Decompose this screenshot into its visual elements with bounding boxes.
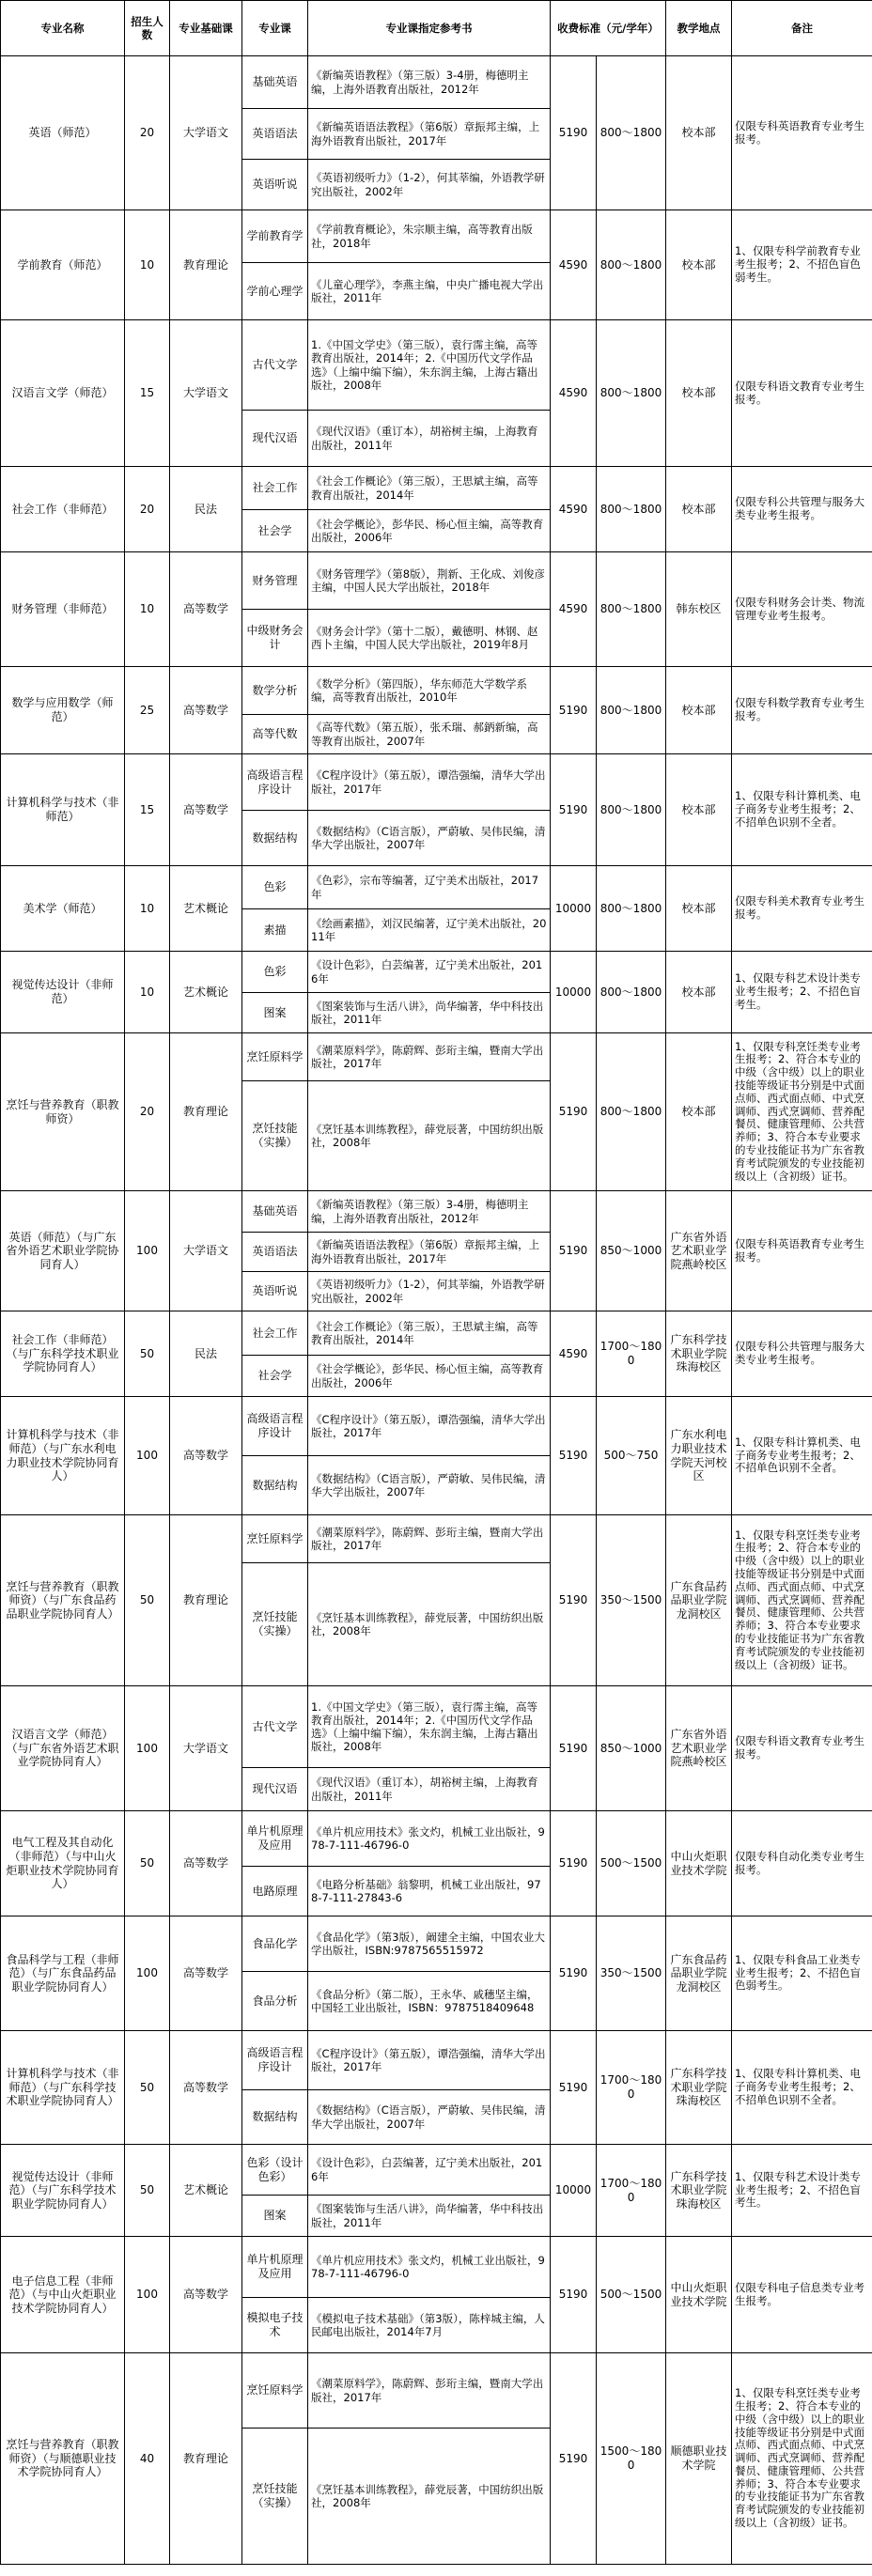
tuition-cell: 10000 [551, 952, 597, 1033]
reference-book-cell: 《数据结构》（C语言版），严蔚敏、吴伟民编，清华大学出版社，2007年 [308, 811, 551, 866]
course-name-cell: 图案 [242, 993, 308, 1033]
location-cell: 校本部 [666, 467, 732, 552]
location-cell: 校本部 [666, 1033, 732, 1191]
reference-book-cell: 《社会工作概论》（第三版），王思斌主编，高等教育出版社，2014年 [308, 1311, 551, 1356]
tuition-cell: 5190 [551, 1515, 597, 1686]
course-name-cell: 色彩（设计色彩） [242, 2145, 308, 2196]
note-cell: 仅限专科财务会计类、物流管理专业考生报考。 [732, 552, 872, 667]
base-course-cell: 高等数学 [170, 754, 242, 866]
tuition-cell: 10000 [551, 866, 597, 952]
enroll-count-cell: 20 [125, 56, 170, 210]
course-name-cell: 社会工作 [242, 467, 308, 510]
location-cell: 广东水利电力职业技术学院天河校区 [666, 1397, 732, 1515]
major-name-cell: 学前教育（师范） [1, 210, 125, 320]
reference-book-cell: 《潮菜原料学》，陈蔚辉、彭珩主编，暨南大学出版社，2017年 [308, 2353, 551, 2429]
lodging-fee-cell: 800～1800 [597, 1033, 666, 1191]
reference-book-cell: 《C程序设计》（第五版），谭浩强编，清华大学出版社，2017年 [308, 1397, 551, 1456]
note-cell: 仅限专科语文教育专业考生报考。 [732, 1686, 872, 1811]
table-row [1, 952, 872, 993]
tuition-cell: 5190 [551, 1397, 597, 1515]
major-name-cell: 英语（师范） [1, 56, 125, 210]
lodging-fee-cell: 1700～1800 [597, 2145, 666, 2237]
tuition-cell: 4590 [551, 320, 597, 467]
lodging-fee-cell: 500～750 [597, 1397, 666, 1515]
lodging-fee-cell: 850～1000 [597, 1686, 666, 1811]
reference-book-cell: 《儿童心理学》，李燕主编，中央广播电视大学出版社，2011年 [308, 263, 551, 320]
location-cell: 韩东校区 [666, 552, 732, 667]
base-course-cell: 艺术概论 [170, 2145, 242, 2237]
location-cell: 校本部 [666, 866, 732, 952]
course-name-cell: 高级语言程序设计 [242, 1397, 308, 1456]
table-row [1, 56, 872, 109]
reference-book-cell: 《电路分析基础》翁黎明，机械工业出版社，978-7-111-27843-6 [308, 1867, 551, 1916]
course-name-cell: 电路原理 [242, 1867, 308, 1916]
major-name-cell: 计算机科学与技术（非师范）（与广东科学技术职业学院协同育人） [1, 2031, 125, 2145]
enroll-count-cell: 50 [125, 2031, 170, 2145]
note-cell: 1、仅限专科计算机类、电子商务专业考生报考；2、不招单色识别不全者。 [732, 1397, 872, 1515]
note-cell: 1、仅限专科烹饪类专业考生报考；2、符合本专业的中级（含中级）以上的职业技能等级证书分别是中式面点师、西式面点师、中式烹调师、西式烹调师、营养配餐员、健康管理师、公共营养师；3、符合本专业要求的专业技能证书为广东省教育考试院颁发的专业技能初级以上（含初级）证书。 [732, 2353, 872, 2565]
enroll-count-cell: 20 [125, 1033, 170, 1191]
enroll-count-cell: 100 [125, 1686, 170, 1811]
course-name-cell: 烹饪原料学 [242, 1515, 308, 1563]
course-name-cell: 图案 [242, 2196, 308, 2237]
enroll-count-cell: 20 [125, 467, 170, 552]
course-name-cell: 社会工作 [242, 1311, 308, 1356]
tuition-cell: 5190 [551, 1686, 597, 1811]
base-course-cell: 高等数学 [170, 552, 242, 667]
table-row [1, 1916, 872, 1972]
tuition-cell: 10000 [551, 2145, 597, 2237]
course-name-cell: 现代汉语 [242, 1768, 308, 1811]
note-cell: 仅限专科英语教育专业考生报考。 [732, 1191, 872, 1311]
table-body [1, 56, 872, 2565]
reference-book-cell: 《财务管理学》（第8版），荆新、王化成、刘俊彦主编，中国人民大学出版社，2018年 [308, 552, 551, 610]
course-name-cell: 基础英语 [242, 56, 308, 109]
tuition-cell: 5190 [551, 667, 597, 754]
course-name-cell: 烹饪技能（实操） [242, 2429, 308, 2565]
reference-book-cell: 《单片机应用技术》张文灼，机械工业出版社，978-7-111-46796-0 [308, 1811, 551, 1867]
major-name-cell: 美术学（师范） [1, 866, 125, 952]
reference-book-cell: 《新编英语教程》（第三版）3-4册，梅德明主编，上海外语教育出版社，2012年 [308, 56, 551, 109]
enroll-count-cell: 15 [125, 320, 170, 467]
enroll-count-cell: 50 [125, 1515, 170, 1686]
enroll-count-cell: 50 [125, 2145, 170, 2237]
enroll-count-cell: 10 [125, 952, 170, 1033]
reference-book-cell: 《数学分析》（第四版），华东师范大学数学系编，高等教育出版社，2010年 [308, 667, 551, 715]
table-row [1, 2237, 872, 2298]
reference-book-cell: 《现代汉语》（重订本），胡裕树主编，上海教育出版社，2011年 [308, 411, 551, 467]
base-course-cell: 大学语文 [170, 320, 242, 467]
major-name-cell: 烹饪与营养教育（职教师资）（与广东食品药品职业学院协同育人） [1, 1515, 125, 1686]
enroll-count-cell: 40 [125, 2353, 170, 2565]
reference-book-cell: 《社会工作概论》（第三版），王思斌主编，高等教育出版社，2014年 [308, 467, 551, 510]
course-name-cell: 数据结构 [242, 811, 308, 866]
course-name-cell: 中级财务会计 [242, 610, 308, 667]
lodging-fee-cell: 800～1800 [597, 320, 666, 467]
table-row [1, 2145, 872, 2196]
lodging-fee-cell: 850～1000 [597, 1191, 666, 1311]
course-name-cell: 古代文学 [242, 1686, 308, 1768]
table-row [1, 2353, 872, 2429]
reference-book-cell: 《设计色彩》，白芸编著，辽宁美术出版社，2016年 [308, 952, 551, 993]
course-name-cell: 数学分析 [242, 667, 308, 715]
location-cell: 校本部 [666, 210, 732, 320]
table-row [1, 2031, 872, 2090]
note-cell: 1、仅限专科食品工业类专业考生报考；2、不招色盲色弱考生。 [732, 1916, 872, 2031]
reference-book-cell: 《设计色彩》，白芸编著，辽宁美术出版社，2016年 [308, 2145, 551, 2196]
location-cell: 广东省外语艺术职业学院燕岭校区 [666, 1191, 732, 1311]
location-cell: 中山火炬职业技术学院 [666, 1811, 732, 1916]
base-course-cell: 艺术概论 [170, 866, 242, 952]
major-name-cell: 食品科学与工程（非师范）（与广东食品药品职业学院协同育人） [1, 1916, 125, 2031]
enroll-count-cell: 50 [125, 1811, 170, 1916]
lodging-fee-cell: 1500～1800 [597, 2353, 666, 2565]
reference-book-cell: 1.《中国文学史》（第三版），袁行霈主编，高等教育出版社，2014年；2.《中国历代文学作品选》（上编中编下编），朱东润主编，上海古籍出版社，2008年 [308, 320, 551, 411]
base-course-cell: 高等数学 [170, 667, 242, 754]
course-name-cell: 食品化学 [242, 1916, 308, 1972]
reference-book-cell: 《英语初级听力》（1-2），何其莘编，外语教学研究出版社，2002年 [308, 1272, 551, 1311]
course-name-cell: 烹饪原料学 [242, 1033, 308, 1081]
note-cell: 仅限专科公共管理与服务大类专业考生报考。 [732, 467, 872, 552]
base-course-cell: 高等数学 [170, 2237, 242, 2353]
lodging-fee-cell: 1700～1800 [597, 2031, 666, 2145]
table-row [1, 754, 872, 811]
major-name-cell: 计算机科学与技术（非师范） [1, 754, 125, 866]
reference-book-cell: 《C程序设计》（第五版），谭浩强编，清华大学出版社，2017年 [308, 2031, 551, 2090]
reference-book-cell: 1.《中国文学史》（第三版），袁行霈主编，高等教育出版社，2014年；2.《中国历代文学作品选》（上编中编下编），朱东润主编，上海古籍出版社，2008年 [308, 1686, 551, 1768]
location-cell: 广东科学技术职业学院珠海校区 [666, 2031, 732, 2145]
enroll-count-cell: 100 [125, 1916, 170, 2031]
tuition-cell: 4590 [551, 552, 597, 667]
header-base-course: 专业基础课 [170, 1, 242, 56]
base-course-cell: 大学语文 [170, 56, 242, 210]
reference-book-cell: 《烹饪基本训练教程》，薛党辰著，中国纺织出版社，2008年 [308, 2429, 551, 2565]
enroll-count-cell: 100 [125, 1397, 170, 1515]
reference-book-cell: 《数据结构》（C语言版），严蔚敏、吴伟民编，清华大学出版社，2007年 [308, 2090, 551, 2145]
base-course-cell: 高等数学 [170, 1916, 242, 2031]
enroll-count-cell: 10 [125, 866, 170, 952]
table-row [1, 1033, 872, 1081]
base-course-cell: 高等数学 [170, 2031, 242, 2145]
tuition-cell: 4590 [551, 467, 597, 552]
note-cell: 1、仅限专科艺术设计类专业考生报考；2、不招色盲考生。 [732, 952, 872, 1033]
header-course: 专业课 [242, 1, 308, 56]
reference-book-cell: 《新编英语教程》（第三版）3-4册，梅德明主编，上海外语教育出版社，2012年 [308, 1191, 551, 1233]
major-name-cell: 视觉传达设计（非师范） [1, 952, 125, 1033]
enroll-count-cell: 25 [125, 667, 170, 754]
lodging-fee-cell: 800～1800 [597, 754, 666, 866]
major-name-cell: 计算机科学与技术（非师范）（与广东水利电力职业技术学院协同育人） [1, 1397, 125, 1515]
reference-book-cell: 《社会学概论》，彭华民、杨心恒主编，高等教育出版社，2006年 [308, 510, 551, 552]
lodging-fee-cell: 350～1500 [597, 1515, 666, 1686]
note-cell: 1、仅限专科学前教育专业考生报考；2、不招色盲色弱考生。 [732, 210, 872, 320]
table-row [1, 320, 872, 411]
note-cell: 1、仅限专科烹饪类专业考生报考；2、符合本专业的中级（含中级）以上的职业技能等级证书分别是中式面点师、西式面点师、中式烹调师、西式烹调师、营养配餐员、健康管理师、公共营养师；3、符合本专业要求的专业技能证书为广东省教育考试院颁发的专业技能初级以上（含初级）证书。 [732, 1515, 872, 1686]
major-name-cell: 电气工程及其自动化（非师范）（与中山火炬职业技术学院协同育人） [1, 1811, 125, 1916]
location-cell: 校本部 [666, 952, 732, 1033]
location-cell: 广东科学技术职业学院珠海校区 [666, 2145, 732, 2237]
course-name-cell: 英语语法 [242, 1233, 308, 1272]
location-cell: 校本部 [666, 56, 732, 210]
lodging-fee-cell: 800～1800 [597, 667, 666, 754]
reference-book-cell: 《英语初级听力》（1-2），何其莘编，外语教学研究出版社，2002年 [308, 160, 551, 210]
location-cell: 广东省外语艺术职业学院燕岭校区 [666, 1686, 732, 1811]
course-name-cell: 学前教育学 [242, 210, 308, 263]
major-name-cell: 视觉传达设计（非师范）（与广东科学技术职业学院协同育人） [1, 2145, 125, 2237]
header-note: 备注 [732, 1, 872, 56]
header-major: 专业名称 [1, 1, 125, 56]
reference-book-cell: 《烹饪基本训练教程》，薛党辰著，中国纺织出版社，2008年 [308, 1081, 551, 1191]
enroll-count-cell: 10 [125, 552, 170, 667]
reference-book-cell: 《数据结构》（C语言版），严蔚敏、吴伟民编，清华大学出版社，2007年 [308, 1456, 551, 1515]
base-course-cell: 高等数学 [170, 1397, 242, 1515]
table-row [1, 467, 872, 510]
base-course-cell: 艺术概论 [170, 952, 242, 1033]
table-row [1, 1686, 872, 1768]
reference-book-cell: 《高等代数》（第五版），张禾瑞、郝鈵新编，高等教育出版社，2007年 [308, 715, 551, 754]
reference-book-cell: 《图案装饰与生活八讲》，尚华编著，华中科技出版社，2011年 [308, 993, 551, 1033]
reference-book-cell: 《烹饪基本训练教程》，薛党辰著，中国纺织出版社，2008年 [308, 1563, 551, 1686]
reference-book-cell: 《现代汉语》（重订本），胡裕树主编，上海教育出版社，2011年 [308, 1768, 551, 1811]
course-name-cell: 高级语言程序设计 [242, 2031, 308, 2090]
table-row [1, 1811, 872, 1867]
lodging-fee-cell: 1700～1800 [597, 1311, 666, 1397]
location-cell: 校本部 [666, 320, 732, 467]
table-row [1, 1397, 872, 1456]
course-name-cell: 财务管理 [242, 552, 308, 610]
major-name-cell: 电子信息工程（非师范）（与中山火炬职业技术学院协同育人） [1, 2237, 125, 2353]
base-course-cell: 民法 [170, 467, 242, 552]
course-name-cell: 英语听说 [242, 160, 308, 210]
enroll-count-cell: 15 [125, 754, 170, 866]
course-name-cell: 单片机原理及应用 [242, 2237, 308, 2298]
note-cell: 仅限专科语文教育专业考生报考。 [732, 320, 872, 467]
major-name-cell: 烹饪与营养教育（职教师资） [1, 1033, 125, 1191]
course-name-cell: 食品分析 [242, 1972, 308, 2031]
course-name-cell: 烹饪原料学 [242, 2353, 308, 2429]
note-cell: 1、仅限专科计算机类、电子商务专业考生报考；2、不招单色识别不全者。 [732, 2031, 872, 2145]
course-name-cell: 现代汉语 [242, 411, 308, 467]
enroll-count-cell: 100 [125, 2237, 170, 2353]
lodging-fee-cell: 800～1800 [597, 56, 666, 210]
major-name-cell: 数学与应用数学（师范） [1, 667, 125, 754]
major-name-cell: 财务管理（非师范） [1, 552, 125, 667]
lodging-fee-cell: 800～1800 [597, 952, 666, 1033]
reference-book-cell: 《单片机应用技术》张文灼，机械工业出版社，978-7-111-46796-0 [308, 2237, 551, 2298]
header-enroll: 招生人数 [125, 1, 170, 56]
reference-book-cell: 《潮菜原料学》，陈蔚辉、彭珩主编，暨南大学出版社，2017年 [308, 1515, 551, 1563]
lodging-fee-cell: 800～1800 [597, 210, 666, 320]
reference-book-cell: 《学前教育概论》，朱宗顺主编，高等教育出版社，2018年 [308, 210, 551, 263]
location-cell: 中山火炬职业技术学院 [666, 2237, 732, 2353]
table-row [1, 1191, 872, 1233]
reference-book-cell: 《绘画素描》，刘汉民编著，辽宁美术出版社，2011年 [308, 909, 551, 952]
header-row [1, 1, 872, 56]
location-cell: 广东食品药品职业学院龙洞校区 [666, 1515, 732, 1686]
major-name-cell: 英语（师范）（与广东省外语艺术职业学院协同育人） [1, 1191, 125, 1311]
reference-book-cell: 《潮菜原料学》，陈蔚辉、彭珩主编，暨南大学出版社，2017年 [308, 1033, 551, 1081]
course-name-cell: 烹饪技能（实操） [242, 1081, 308, 1191]
note-cell: 仅限专科美术教育专业考生报考。 [732, 866, 872, 952]
base-course-cell: 民法 [170, 1311, 242, 1397]
course-name-cell: 数据结构 [242, 1456, 308, 1515]
course-name-cell: 高等代数 [242, 715, 308, 754]
note-cell: 仅限专科电子信息类专业考生报考。 [732, 2237, 872, 2353]
enroll-count-cell: 100 [125, 1191, 170, 1311]
location-cell: 广东科学技术职业学院珠海校区 [666, 1311, 732, 1397]
note-cell: 仅限专科数学教育专业考生报考。 [732, 667, 872, 754]
table-row [1, 866, 872, 909]
tuition-cell: 5190 [551, 754, 597, 866]
course-name-cell: 英语听说 [242, 1272, 308, 1311]
reference-book-cell: 《食品化学》（第3版），阚建全主编，中国农业大学出版社，ISBN:9787565515972 [308, 1916, 551, 1972]
base-course-cell: 大学语文 [170, 1191, 242, 1311]
enroll-count-cell: 50 [125, 1311, 170, 1397]
course-name-cell: 学前心理学 [242, 263, 308, 320]
major-name-cell: 社会工作（非师范）（与广东科学技术职业学院协同育人） [1, 1311, 125, 1397]
reference-book-cell: 《C程序设计》（第五版），谭浩强编，清华大学出版社，2017年 [308, 754, 551, 811]
table-row [1, 1515, 872, 1563]
location-cell: 校本部 [666, 754, 732, 866]
major-name-cell: 汉语言文学（师范）（与广东省外语艺术职业学院协同育人） [1, 1686, 125, 1811]
location-cell: 广东食品药品职业学院龙洞校区 [666, 1916, 732, 2031]
tuition-cell: 5190 [551, 1811, 597, 1916]
tuition-cell: 5190 [551, 56, 597, 210]
note-cell: 1、仅限专科烹饪类专业考生报考；2、符合本专业的中级（含中级）以上的职业技能等级证书分别是中式面点师、西式面点师、中式烹调师、西式烹调师、营养配餐员、健康管理师、公共营养师；3、符合本专业要求的专业技能证书为广东省教育考试院颁发的专业技能初级以上（含初级）证书。 [732, 1033, 872, 1191]
tuition-cell: 5190 [551, 2237, 597, 2353]
note-cell: 仅限专科英语教育专业考生报考。 [732, 56, 872, 210]
lodging-fee-cell: 800～1800 [597, 866, 666, 952]
header-fee: 收费标准（元/学年） [551, 1, 666, 56]
major-name-cell: 汉语言文学（师范） [1, 320, 125, 467]
base-course-cell: 大学语文 [170, 1686, 242, 1811]
base-course-cell: 教育理论 [170, 1515, 242, 1686]
course-name-cell: 模拟电子技术 [242, 2298, 308, 2353]
tuition-cell: 5190 [551, 1191, 597, 1311]
base-course-cell: 教育理论 [170, 2353, 242, 2565]
header-location: 教学地点 [666, 1, 732, 56]
course-name-cell: 单片机原理及应用 [242, 1811, 308, 1867]
course-name-cell: 古代文学 [242, 320, 308, 411]
note-cell: 仅限专科公共管理与服务大类专业考生报考。 [732, 1311, 872, 1397]
location-cell: 顺德职业技术学院 [666, 2353, 732, 2565]
lodging-fee-cell: 800～1800 [597, 467, 666, 552]
reference-book-cell: 《图案装饰与生活八讲》，尚华编著，华中科技出版社，2011年 [308, 2196, 551, 2237]
course-name-cell: 色彩 [242, 952, 308, 993]
reference-book-cell: 《模拟电子技术基础》（第3版），陈梓城主编，人民邮电出版社，2014年7月 [308, 2298, 551, 2353]
reference-book-cell: 《新编英语语法教程》（第6版）章振邦主编，上海外语教育出版社，2017年 [308, 1233, 551, 1272]
tuition-cell: 5190 [551, 2031, 597, 2145]
reference-book-cell: 《食品分析》（第二版），王永华、戚穗坚主编，中国轻工业出版社，ISBN：9787518409648 [308, 1972, 551, 2031]
course-name-cell: 社会学 [242, 1356, 308, 1397]
base-course-cell: 教育理论 [170, 1033, 242, 1191]
reference-book-cell: 《新编英语语法教程》（第6版）章振邦主编，上海外语教育出版社，2017年 [308, 109, 551, 160]
lodging-fee-cell: 350～1500 [597, 1916, 666, 2031]
header-books: 专业课指定参考书 [308, 1, 551, 56]
enroll-count-cell: 10 [125, 210, 170, 320]
reference-book-cell: 《社会学概论》，彭华民、杨心恒主编，高等教育出版社，2006年 [308, 1356, 551, 1397]
note-cell: 仅限专科自动化类专业考生报考。 [732, 1811, 872, 1916]
tuition-cell: 5190 [551, 1916, 597, 2031]
location-cell: 校本部 [666, 667, 732, 754]
base-course-cell: 高等数学 [170, 1811, 242, 1916]
table-row [1, 667, 872, 715]
tuition-cell: 5190 [551, 1033, 597, 1191]
reference-book-cell: 《财务会计学》（第十二版），戴德明、林钢、赵西卜主编，中国人民大学出版社，2019年8月 [308, 610, 551, 667]
course-name-cell: 高级语言程序设计 [242, 754, 308, 811]
course-name-cell: 素描 [242, 909, 308, 952]
note-cell: 1、仅限专科艺术设计类专业考生报考；2、不招色盲考生。 [732, 2145, 872, 2237]
table-row [1, 552, 872, 610]
base-course-cell: 教育理论 [170, 210, 242, 320]
reference-book-cell: 《色彩》，宗布等编著，辽宁美术出版社，2017年 [308, 866, 551, 909]
tuition-cell: 4590 [551, 210, 597, 320]
lodging-fee-cell: 500～1500 [597, 1811, 666, 1916]
tuition-cell: 4590 [551, 1311, 597, 1397]
major-name-cell: 社会工作（非师范） [1, 467, 125, 552]
course-name-cell: 数据结构 [242, 2090, 308, 2145]
lodging-fee-cell: 800～1800 [597, 552, 666, 667]
lodging-fee-cell: 500～1500 [597, 2237, 666, 2353]
note-cell: 1、仅限专科计算机类、电子商务专业考生报考；2、不招单色识别不全者。 [732, 754, 872, 866]
course-name-cell: 基础英语 [242, 1191, 308, 1233]
table-row [1, 210, 872, 263]
table-row [1, 1311, 872, 1356]
course-name-cell: 色彩 [242, 866, 308, 909]
course-name-cell: 社会学 [242, 510, 308, 552]
major-name-cell: 烹饪与营养教育（职教师资）（与顺德职业技术学院协同育人） [1, 2353, 125, 2565]
course-name-cell: 烹饪技能（实操） [242, 1563, 308, 1686]
tuition-cell: 5190 [551, 2353, 597, 2565]
course-name-cell: 英语语法 [242, 109, 308, 160]
